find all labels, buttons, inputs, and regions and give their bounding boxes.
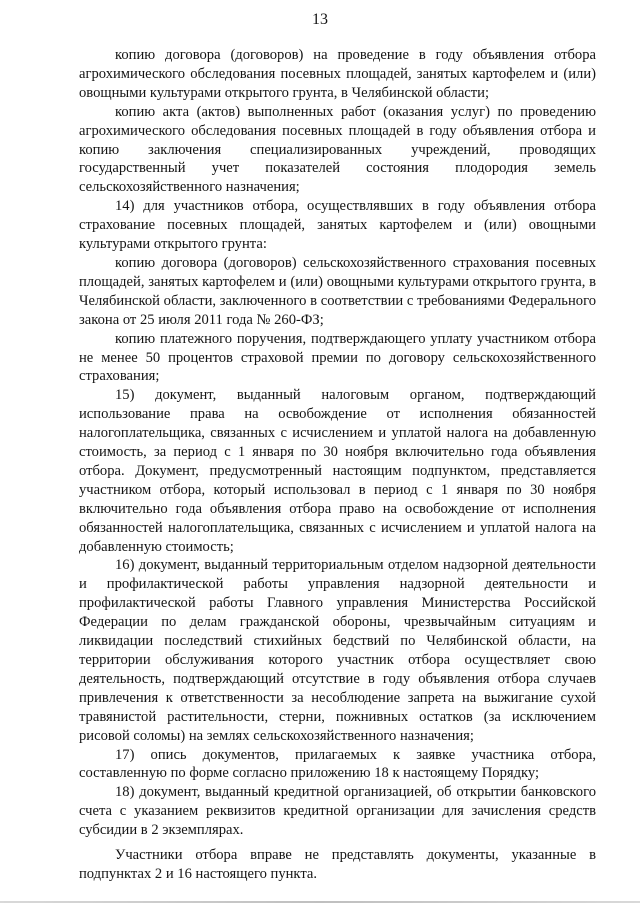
paragraph-insurance-contract-copy: копию договора (договоров) сельскохозяйственного страхования посевных площадей, занятых картофелем и (или) овощными культурами открытого грунта, в Челябинской области, заключенного в соответствии с требованиями Федерального закона от 25 июля 2011 года № 260-ФЗ; (79, 254, 596, 328)
paragraph-participants-right: Участники отбора вправе не представлять документы, указанные в подпунктах 2 и 16 настоящего пункта. (79, 847, 596, 882)
paragraph-item-16-fire-supervision-document: 16) документ, выданный территориальным отделом надзорной деятельности и профилактической работы управления надзорной деятельности и профилактической работы Главного управления Министерства Российской Федерации по делам гражданской обороны, чрезвычайным ситуациям и ликвидации последствий стихийных бедствий по Челябинской области, на территории обслуживания которого участник отбора осуществляет свою деятельность, подтверждающий отсутствие в году объявления отбора случаев привлечения к ответственности за несоблюдение запрета на выжигание сухой травянистой растительности, стерни, пожнивных остатков (за исключением рисовой соломы) на землях сельскохозяйственного назначения; (79, 557, 596, 744)
paragraph-completion-act-copy: копию акта (актов) выполненных работ (оказания услуг) по проведению агрохимического обследования посевных площадей в году объявления отбора и копию заключения специализированных учреждений, проводящих государственный учет показателей состояния плодородия земель сельскохозяйственного назначения; (79, 103, 596, 196)
paragraph-item-18-bank-document: 18) документ, выданный кредитной организацией, об открытии банковского счета с указанием реквизитов кредитной организации для зачисления средств субсидии в 2 экземплярах. (79, 784, 596, 839)
page-number: 13 (312, 11, 328, 28)
paragraph-payment-order-copy: копию платежного поручения, подтверждающего уплату участником отбора не менее 50 процентов страховой премии по договору сельскохозяйственного страхования; (79, 330, 596, 385)
page-bottom-edge (0, 901, 640, 903)
document-body (79, 46, 596, 884)
paragraph-item-15-tax-document: 15) документ, выданный налоговым органом, подтверждающий использование права на освобождение от исполнения обязанностей налогоплательщика, связанных с исчислением и уплатой налога на добавленную стоимость, за период с 1 января по 30 ноября включительно года объявления отбора. Документ, предусмотренный настоящим подпунктом, представляется участником отбора, который использовал в период с 1 января по 30 ноября включительно года объявления отбора право на освобождение от исполнения обязанностей налогоплательщика, связанных с исчислением и уплатой налога на добавленную стоимость; (79, 387, 596, 555)
paragraph-agrochemical-contract-copy: копию договора (договоров) на проведение в году объявления отбора агрохимического обследования посевных площадей, занятых картофелем и (или) овощными культурами открытого грунта, в Челябинской области; (79, 47, 596, 101)
paragraph-item-17-document-inventory: 17) опись документов, прилагаемых к заявке участника отбора, составленную по форме согласно приложению 18 к настоящему Порядку; (79, 746, 596, 782)
paragraph-item-14-insurance: 14) для участников отбора, осуществлявших в году объявления отбора страхование посевных площадей, занятых картофелем и (или) овощными культурами открытого грунта: (79, 198, 596, 253)
